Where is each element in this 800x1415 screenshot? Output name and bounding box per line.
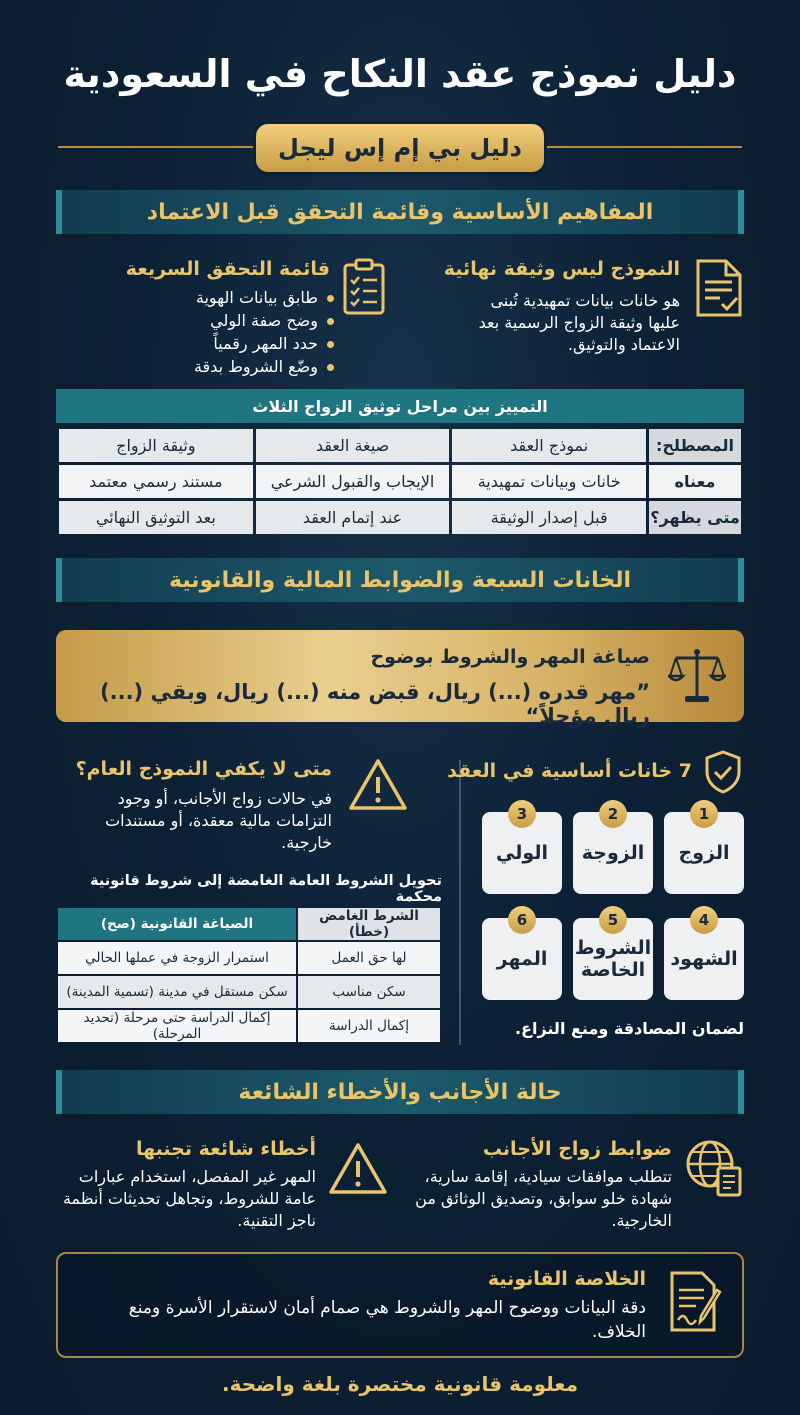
footer-note: معلومة قانونية مختصرة بلغة واضحة. [222,1372,578,1396]
checklist-title: قائمة التحقق السريعة [125,258,330,280]
warning-title: متى لا يكفي النموذج العام؟ [75,758,332,780]
field-card-label: المهر [496,948,548,970]
subtitle-badge: دليل بي إم إس ليجل [256,124,544,172]
legal-summary-box [56,1252,744,1358]
field-card-label: الزوجة [581,842,645,864]
table-row [59,429,741,462]
table-row [58,942,440,974]
summary-text: دقة البيانات ووضوح المهر والشروط هي صمام أمان لاستقرار الأسرة ومنع الخلاف. [128,1298,646,1342]
scales-icon [668,644,726,710]
table-row [59,465,741,498]
not-final-title: النموذج ليس وثيقة نهائية [443,258,680,280]
field-card-label: الشروط الخاصة [574,937,652,981]
field-number: 5 [599,906,627,934]
table-cell: سكن مستقل في مدينة (تسمية المدينة) [58,976,296,1008]
stages-table [56,426,744,537]
not-final-text: هو خانات بيانات تمهيدية تُبنى عليها وثيقة الزواج الرسمية بعد الاعتماد والتوثيق. [478,291,680,354]
clipboard-checklist-icon [342,258,386,316]
table-cell: معناه [649,465,741,498]
table-cell: إكمال الدراسة [298,1010,440,1042]
page-title: دليل نموذج عقد النكاح في السعودية [63,52,737,96]
field-number: 1 [690,800,718,828]
list-item: طابق بيانات الهوية [136,286,336,309]
warning-triangle-icon [328,1142,388,1196]
field-number: 2 [599,800,627,828]
table-row [59,501,741,534]
field-number: 4 [690,906,718,934]
warning-triangle-icon [348,758,408,812]
fields-title: 7 خانات أساسية في العقد [447,760,692,782]
field-number: 6 [508,906,536,934]
list-item: حدد المهر رقمياً [136,332,336,355]
column-divider [459,760,461,1045]
dowry-banner [56,630,744,728]
fields-note: لضمان المصادقة ومنع النزاع. [514,1019,744,1038]
conditions-table-title: تحويل الشروط العامة الغامضة إلى شروط قانونية محكمة [90,873,442,905]
field-number: 3 [508,800,536,828]
table-row [58,1010,440,1042]
table-cell: سكن مناسب [298,976,440,1008]
table-cell: إكمال الدراسة حتى مرحلة (تحديد المرحلة) [58,1010,296,1042]
column-header-right: الصياغة القانونية (صح) [58,908,296,940]
table-cell: عند إتمام العقد [256,501,450,534]
table-cell: استمرار الزوجة في عملها الحالي [58,942,296,974]
conditions-table [56,906,442,1044]
section-header-foreigners: حالة الأجانب والأخطاء الشائعة [56,1070,744,1114]
column-header-wrong: الشرط الغامض (خطأ) [298,908,440,940]
mistakes-text: المهر غير المفصل، استخدام عبارات عامة للشروط، وتجاهل تحديثات أنظمة ناجز التقنية. [62,1167,316,1230]
field-card-label: الشهود [670,948,738,970]
table-cell: متى يظهر؟ [649,501,741,534]
list-item: وضّع الشروط بدقة [136,355,336,378]
mistakes-title: أخطاء شائعة تجنبها [135,1138,316,1160]
foreigners-title: ضوابط زواج الأجانب [482,1138,672,1160]
shield-check-icon [704,750,742,794]
list-item: وضح صفة الولي [136,309,336,332]
foreigners-text: تتطلب موافقات سيادية، إقامة سارية، شهادة خلو سوابق، وتصديق الوثائق من الخارجية. [415,1167,672,1230]
globe-document-icon [684,1138,744,1198]
dowry-banner-title: صياغة المهر والشروط بوضوح [370,646,650,668]
table-cell: نموذج العقد [452,429,646,462]
table-cell: لها حق العمل [298,942,440,974]
table-cell: قبل إصدار الوثيقة [452,501,646,534]
table-cell: المصطلح: [649,429,741,462]
checklist-list [136,286,336,378]
table-cell: صيغة العقد [256,429,450,462]
section-header-fields: الخانات السبعة والضوابط المالية والقانونية [56,558,744,602]
field-card-label: الولي [496,842,548,864]
summary-title: الخلاصة القانونية [487,1268,646,1290]
contract-pen-icon [668,1270,724,1334]
warning-text: في حالات زواج الأجانب، أو وجود التزامات مالية معقدة، أو مستندات خارجية. [105,789,332,852]
table-cell: خانات وبيانات تمهيدية [452,465,646,498]
document-check-icon [694,258,744,318]
table-cell: الإيجاب والقبول الشرعي [256,465,450,498]
dowry-banner-text: ”مهر قدره (...) ريال، قبض منه (...) ريال، وبقي (...) ريال مؤجلاً“ [100,680,650,728]
stages-table-title: التمييز بين مراحل توثيق الزواج الثلاث [56,389,744,423]
field-card-label: الزوج [678,842,730,864]
table-cell: مستند رسمي معتمد [59,465,253,498]
table-cell: بعد التوثيق النهائي [59,501,253,534]
section-header-concepts: المفاهيم الأساسية وقائمة التحقق قبل الاعتماد [56,190,744,234]
table-row [58,976,440,1008]
table-cell: وثيقة الزواج [59,429,253,462]
table-header-row [58,908,440,940]
